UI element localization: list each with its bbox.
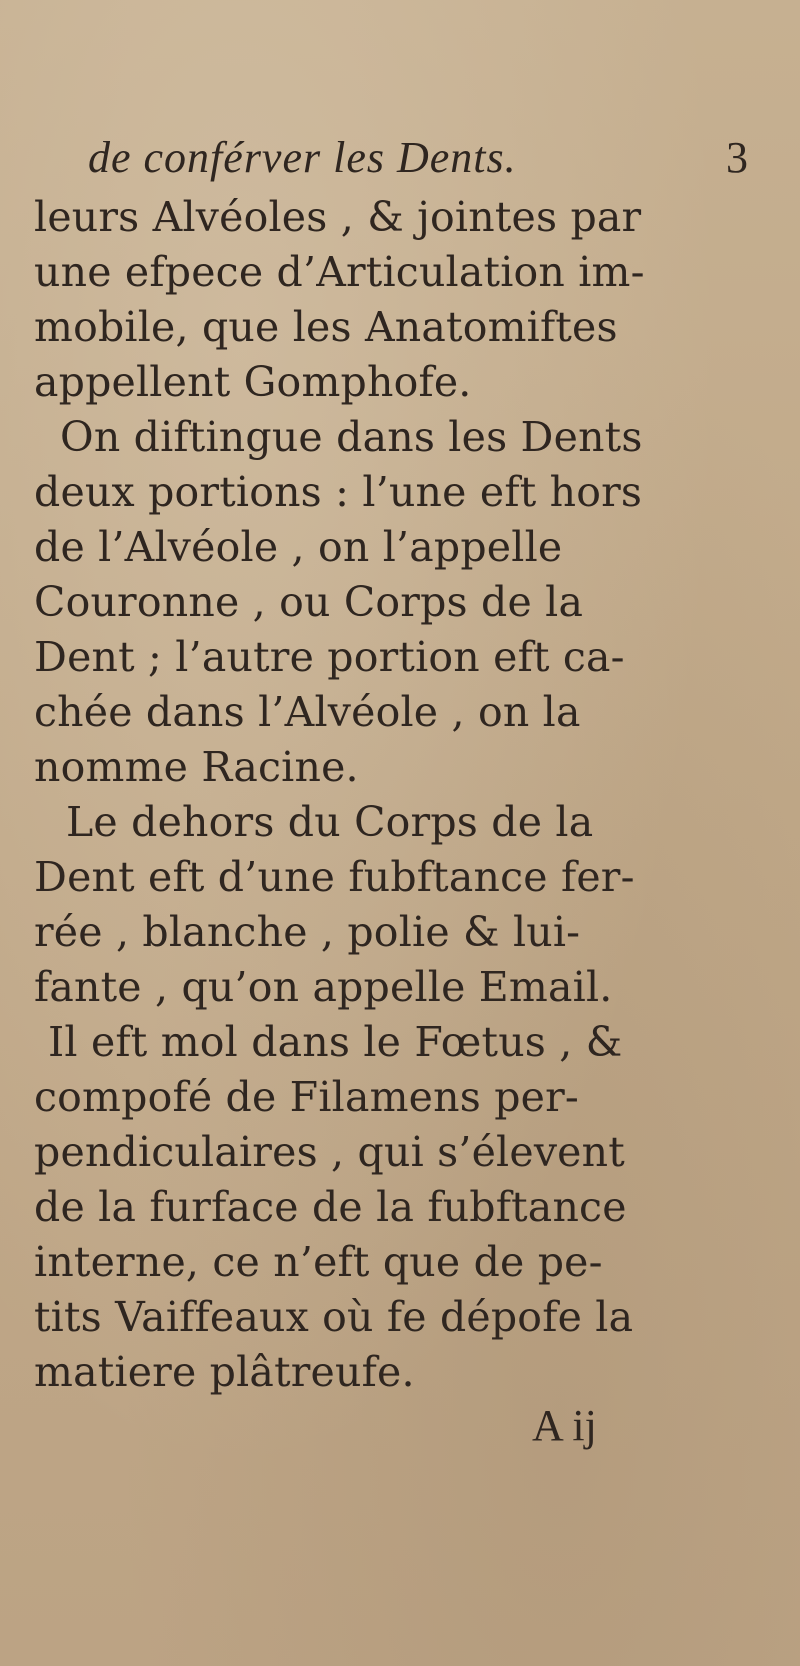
signature-mark: A ij bbox=[532, 1401, 597, 1450]
text-line: compofé de Filamens per- bbox=[34, 1073, 579, 1121]
text-line: de l’Alvéole , on l’appelle bbox=[34, 523, 563, 571]
text-line: pendiculaires , qui s’élevent bbox=[34, 1128, 625, 1176]
text-line: nomme Racine. bbox=[34, 743, 359, 791]
text-line: Dent ; l’autre portion eft ca- bbox=[34, 633, 625, 681]
text-line: une efpece d’Articulation im- bbox=[34, 248, 645, 296]
text-line: matiere plâtreufe. bbox=[34, 1348, 415, 1396]
text-line: de la furface de la fubftance bbox=[34, 1183, 627, 1231]
text-line: chée dans l’Alvéole , on la bbox=[34, 688, 581, 736]
text-line: mobile, que les Anatomiftes bbox=[34, 303, 618, 351]
paragraph-start-line: On diftingue dans les Dents bbox=[60, 413, 643, 461]
text-line: interne, ce n’eft que de pe- bbox=[34, 1238, 603, 1286]
text-line: Couronne , ou Corps de la bbox=[34, 578, 584, 626]
text-line: leurs Alvéoles , & jointes par bbox=[34, 193, 642, 241]
text-line: tits Vaiffeaux où fe dépofe la bbox=[34, 1293, 634, 1341]
text-line: Il eft mol dans le Fœtus , & bbox=[48, 1018, 623, 1066]
paragraph-start-line: Le dehors du Corps de la bbox=[66, 798, 594, 846]
text-line: appellent Gomphofe. bbox=[34, 358, 472, 406]
text-line: Dent eft d’une fubftance fer- bbox=[34, 853, 635, 901]
text-line: rée , blanche , polie & lui- bbox=[34, 908, 581, 956]
running-title: de conférver les Dents. bbox=[88, 133, 517, 182]
text-line: deux portions : l’une eft hors bbox=[34, 468, 643, 516]
text-line: fante , qu’on appelle Email. bbox=[34, 963, 613, 1011]
page-number: 3 bbox=[726, 133, 748, 182]
